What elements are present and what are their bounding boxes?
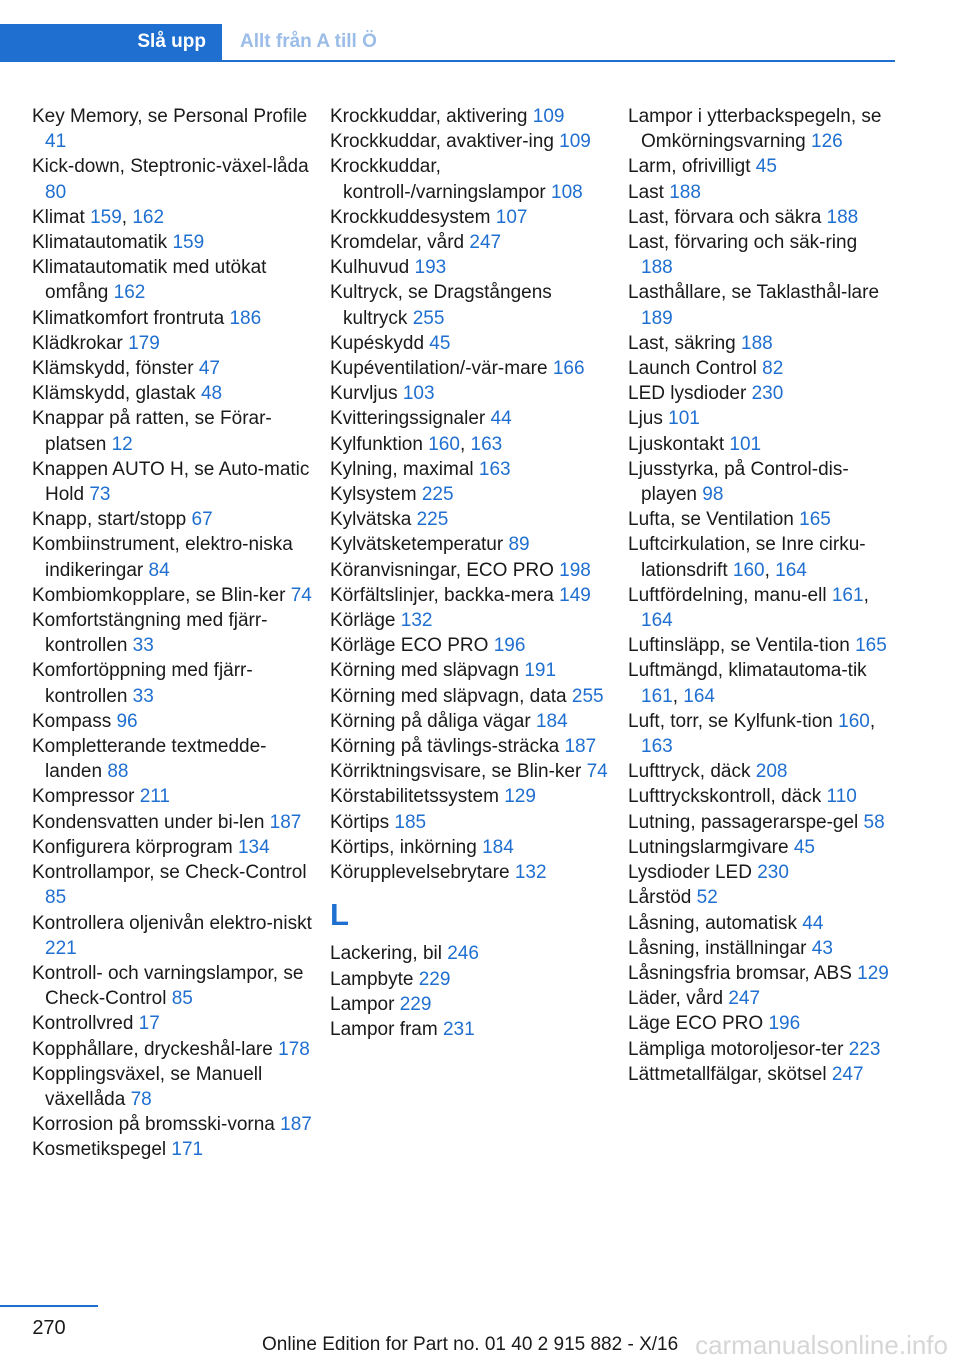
index-entry: [330, 810, 620, 835]
index-entry-text: Last, förvara och säkra: [628, 206, 822, 228]
index-entry: [628, 507, 890, 532]
index-entry-text: Körtips, inkörning: [330, 836, 477, 858]
page-reference-link[interactable]: 188: [641, 257, 673, 279]
index-entry: [330, 684, 620, 709]
index-entry-text: Körning med släpvagn: [330, 660, 520, 682]
index-entry: [32, 658, 322, 708]
index-entry-text: Ljuskontakt: [628, 433, 725, 455]
index-entry: [330, 255, 620, 280]
page-reference-link[interactable]: 247: [831, 1063, 864, 1085]
index-entry-text: Lampor: [330, 993, 395, 1015]
index-entry-text: Lampbyte: [330, 968, 414, 990]
index-entry-text: Knapp, start/stopp: [32, 509, 187, 531]
index-entry: [330, 784, 620, 809]
page-reference-link[interactable]: 185: [394, 811, 427, 833]
index-entry: [628, 835, 890, 860]
index-entry-text: Kurvljus: [330, 383, 398, 405]
page-reference-link[interactable]: 52: [696, 887, 718, 909]
index-entry: [32, 583, 322, 608]
page-reference-link[interactable]: 193: [414, 257, 447, 279]
page-reference-link[interactable]: 189: [641, 307, 673, 329]
page-reference-link[interactable]: 126: [811, 131, 843, 153]
index-entry: [330, 381, 620, 406]
index-entry: [32, 835, 322, 860]
index-entry-text: Knappar på ratten, se Förar‐platsen: [32, 408, 272, 455]
index-entry-text: Key Memory, se Personal Profile: [32, 106, 308, 127]
edition-note: Online Edition for Part no. 01 40 2 915 882 - X/16: [262, 1334, 679, 1355]
index-entry-text: Kylvätska: [330, 509, 412, 531]
page-reference-link[interactable]: 225: [416, 509, 449, 531]
index-entry: [32, 1037, 322, 1062]
page-reference-link[interactable]: 33: [132, 685, 154, 707]
page-reference-link[interactable]: 164: [775, 559, 807, 581]
page-reference-link[interactable]: 78: [130, 1088, 152, 1110]
index-entry: [628, 381, 890, 406]
index-entry: [330, 992, 620, 1017]
index-entry-text: Körriktningsvisare, se Blin‐ker: [330, 761, 582, 783]
page-reference-link[interactable]: 191: [524, 660, 557, 682]
index-entry: [628, 860, 890, 885]
page-reference-link[interactable]: 186: [229, 307, 262, 329]
page-reference-link[interactable]: 187: [269, 811, 302, 833]
index-entry-text: Lufta, se Ventilation: [628, 509, 794, 531]
index-entry: [628, 432, 890, 457]
index-entry-text: Luftcirkulation, se Inre cirku‐lationsdrift: [628, 534, 866, 581]
index-entry-text: Körfältslinjer, backka‐mera: [330, 584, 554, 606]
page-reference-link[interactable]: 103: [402, 383, 435, 405]
index-entry-text: Lårstöd: [628, 887, 692, 909]
index-entry: [330, 734, 620, 759]
index-entry: [628, 280, 890, 330]
index-entry: [32, 784, 322, 809]
page-reference-link[interactable]: 149: [559, 584, 591, 606]
index-entry: [628, 230, 890, 280]
index-entry: [330, 406, 620, 431]
index-entry: [628, 633, 890, 658]
index-entry: [628, 331, 890, 356]
index-entry: [628, 1037, 890, 1062]
page-reference-link[interactable]: 107: [495, 206, 528, 228]
page-reference-link[interactable]: 163: [470, 433, 503, 455]
page-reference-link[interactable]: 129: [857, 962, 889, 984]
page-reference-link[interactable]: 196: [493, 635, 526, 657]
page-reference-link[interactable]: 164: [641, 610, 673, 632]
index-entry: [628, 885, 890, 910]
index-entry-text: Kombiinstrument, elektro‐niska indikeringar: [32, 534, 293, 581]
index-entry: [330, 154, 620, 204]
index-entry: [628, 986, 890, 1011]
index-entry: [32, 381, 322, 406]
index-entry-text: Kopplingsväxel, se Manuell växellåda: [32, 1063, 263, 1110]
index-entry-text: Lasthållare, se Taklasthål‐lare: [628, 282, 880, 304]
index-entry: [330, 941, 620, 966]
index-entry-text: Luftinsläpp, se Ventila‐tion: [628, 635, 850, 657]
page-reference-link[interactable]: 255: [571, 685, 604, 707]
index-entry: [628, 961, 890, 986]
index-entry: Klimat 159, 162: [32, 206, 165, 228]
index-entry: [330, 129, 620, 154]
index-entry: [32, 1011, 322, 1036]
index-entry: [330, 860, 620, 885]
index-entry: [628, 911, 890, 936]
index-entry-text: Lutningslarmgivare: [628, 836, 789, 858]
index-entry-text: Last, förvaring och säk‐ring: [628, 232, 858, 254]
page-reference-link[interactable]: 231: [442, 1018, 475, 1040]
page-reference-link[interactable]: 230: [757, 862, 789, 884]
page-reference-link[interactable]: 247: [469, 232, 502, 254]
index-entry: [628, 356, 890, 381]
page-reference-link[interactable]: 255: [412, 307, 445, 329]
page-reference-link[interactable]: 110: [826, 786, 857, 808]
page-reference-link[interactable]: 85: [171, 988, 193, 1010]
section-letter: L: [330, 897, 349, 933]
index-entry-text: Last: [628, 181, 664, 203]
index-entry: [628, 784, 890, 809]
page-reference-link[interactable]: 159: [90, 206, 122, 228]
page-reference-link[interactable]: 160: [732, 559, 765, 581]
index-entry-text: Komfortöppning med fjärr‐kontrollen: [32, 660, 253, 707]
index-entry: [32, 608, 322, 658]
index-entry: [32, 154, 322, 204]
page-reference-link[interactable]: 89: [508, 534, 530, 556]
page-reference-link[interactable]: 160: [838, 710, 870, 732]
index-entry: [330, 532, 620, 557]
index-entry-text: Ljusstyrka, på Control-dis‐playen: [628, 458, 849, 506]
index-entry-text: Kromdelar, vård: [330, 232, 465, 254]
index-entry-text: Lättmetallfälgar, skötsel: [628, 1063, 827, 1085]
page-reference-link[interactable]: 85: [45, 887, 67, 909]
index-entry: [330, 457, 620, 482]
index-entry-text: Klimatkomfort frontruta: [32, 307, 225, 329]
page-reference-link[interactable]: 12: [111, 433, 133, 455]
index-entry-text: Kompletterande textmedde‐landen: [32, 736, 267, 783]
index-entry: [32, 810, 322, 835]
page-reference-link[interactable]: 179: [128, 332, 160, 354]
page-reference-link[interactable]: 41: [45, 131, 67, 153]
page-reference-link[interactable]: 84: [148, 559, 170, 581]
page-reference-link[interactable]: 188: [669, 181, 701, 203]
page-reference-link[interactable]: 187: [280, 1114, 312, 1136]
index-entry: [330, 835, 620, 860]
index-entry-text: Kupéskydd: [330, 332, 425, 354]
index-entry-text: Kupéventilation/-vär‐mare: [330, 358, 548, 380]
page-reference-link[interactable]: 73: [89, 484, 111, 506]
index-entry: [628, 1062, 890, 1087]
page-reference-link[interactable]: 171: [171, 1139, 204, 1161]
page-reference-link[interactable]: 161: [831, 584, 864, 606]
index-entry: [32, 532, 322, 582]
index-entry-text: Kosmetikspegel: [32, 1139, 167, 1161]
index-column-3: [628, 104, 890, 1087]
index-entry-text: Knappen AUTO H, se Auto‐matic Hold: [32, 458, 310, 506]
index-entry: [628, 205, 890, 230]
index-entry-text: Larm, ofrivilligt: [628, 156, 751, 178]
page-reference-link[interactable]: 101: [729, 433, 762, 455]
index-column-1: [32, 104, 322, 1163]
page-reference-link[interactable]: 223: [848, 1038, 881, 1060]
page-reference-link[interactable]: 44: [490, 408, 512, 430]
index-entry: [628, 457, 890, 507]
page-reference-link[interactable]: 160: [428, 433, 460, 455]
index-entry: [628, 1011, 890, 1036]
index-entry-text: Körning på tävlings‐sträcka: [330, 736, 560, 758]
index-entry-text: LED lysdioder: [628, 383, 747, 405]
page-reference-link[interactable]: 80: [45, 181, 67, 203]
index-entry: [330, 280, 620, 330]
page-reference-link[interactable]: 163: [478, 458, 511, 480]
index-entry: Kylfunktion 160, 163: [330, 433, 503, 455]
page-reference-link[interactable]: 132: [400, 610, 433, 632]
page-reference-link[interactable]: 230: [751, 383, 784, 405]
index-entry-text: Klimat: [32, 206, 85, 228]
index-entry-text: Krockkuddar, kontroll-/varningslampor: [330, 156, 546, 203]
index-entry: [32, 961, 322, 1011]
page-reference-link[interactable]: 162: [132, 206, 165, 228]
index-entry: [330, 331, 620, 356]
index-entry-text: Kylvätsketemperatur: [330, 534, 504, 556]
index-entry-text: Kondensvatten under bi‐len: [32, 811, 265, 833]
index-entry-text: Kontrollampor, se Check-Control: [32, 862, 307, 884]
tab-allt-fran-a-till-o[interactable]: Allt från A till Ö: [240, 31, 377, 52]
index-entry: [330, 558, 620, 583]
index-entry-text: Klämskydd, glastak: [32, 383, 196, 405]
page-reference-link[interactable]: 45: [429, 332, 451, 354]
index-entry: [32, 356, 322, 381]
index-entry: [330, 608, 620, 633]
page-reference-link[interactable]: 187: [564, 736, 597, 758]
index-entry-text: Krockkuddar, aktivering: [330, 106, 528, 127]
index-entry-text: Konfigurera körprogram: [32, 836, 233, 858]
index-entry: [330, 230, 620, 255]
index-entry-text: Luftmängd, klimatautoma‐tik: [628, 660, 867, 682]
index-entry-text: Lysdioder LED: [628, 862, 752, 884]
index-entry: [32, 230, 322, 255]
page-reference-link[interactable]: 198: [559, 559, 591, 581]
page-reference-link[interactable]: 247: [728, 988, 761, 1010]
page-reference-link[interactable]: 74: [290, 584, 312, 606]
index-entry: [330, 482, 620, 507]
index-entry-text: Körläge: [330, 610, 396, 632]
index-entry: [32, 406, 322, 456]
index-entry: [32, 734, 322, 784]
page-reference-link[interactable]: 221: [45, 937, 77, 959]
index-entry: [330, 658, 620, 683]
index-entry-text: Kombiomkopplare, se Blin‐ker: [32, 584, 286, 606]
index-entry-text: Luftfördelning, manu‐ell: [628, 584, 827, 606]
index-entry-text: Körtips: [330, 811, 390, 833]
index-entry-text: Lampor i ytterbackspegeln, se Omkörningsvarning: [628, 106, 882, 153]
page-reference-link[interactable]: 132: [514, 862, 547, 884]
index-entry-text: Kompressor: [32, 786, 135, 808]
index-entry: [628, 180, 890, 205]
index-entry-text: Kylning, maximal: [330, 458, 474, 480]
index-entry: [32, 306, 322, 331]
index-entry-text: Ljus: [628, 408, 663, 430]
page-reference-link[interactable]: 178: [278, 1038, 310, 1060]
index-entry: [628, 154, 890, 179]
index-entry-text: Körstabilitetssystem: [330, 786, 499, 808]
index-entry-text: Låsning, inställningar: [628, 937, 807, 959]
index-entry: [32, 1137, 322, 1162]
index-entry: [628, 104, 890, 154]
index-entry-text: Kylfunktion: [330, 433, 423, 455]
index-entry: [628, 406, 890, 431]
page-reference-link[interactable]: 33: [132, 635, 154, 657]
index-entry: [330, 633, 620, 658]
page-reference-link[interactable]: 67: [191, 509, 213, 531]
index-entry: [330, 1017, 620, 1042]
index-entry: Luftmängd, klimatautoma‐tik 161, 164: [628, 660, 867, 707]
index-entry: Luft, torr, se Kylfunk‐tion 160, 163: [628, 710, 876, 758]
index-entry-text: Last, säkring: [628, 332, 736, 354]
index-entry-text: Körning med släpvagn, data: [330, 685, 567, 707]
page-reference-link[interactable]: 17: [138, 1013, 160, 1035]
index-entry-text: Lackering, bil: [330, 943, 442, 965]
page-reference-link[interactable]: 188: [826, 206, 859, 228]
index-entry-text: Launch Control: [628, 358, 757, 380]
index-entry-text: Krockkuddesystem: [330, 206, 491, 228]
index-entry: [330, 709, 620, 734]
index-entry: [330, 205, 620, 230]
page-reference-link[interactable]: 45: [755, 156, 777, 178]
index-entry-text: Läge ECO PRO: [628, 1013, 764, 1035]
index-entry: [330, 583, 620, 608]
page-reference-link[interactable]: 134: [237, 836, 270, 858]
index-entry: [628, 810, 890, 835]
index-entry-text: Låsningsfria bromsar, ABS: [628, 962, 852, 984]
page-reference-link[interactable]: 163: [641, 736, 673, 758]
page-reference-link[interactable]: 229: [418, 968, 451, 990]
page-reference-link[interactable]: 184: [482, 836, 514, 858]
page-reference-link[interactable]: 101: [668, 408, 700, 430]
index-entry-text: Lampor fram: [330, 1018, 438, 1040]
page-reference-link[interactable]: 74: [586, 761, 608, 783]
index-entry-text: Läder, vård: [628, 988, 724, 1010]
page-reference-link[interactable]: 246: [447, 943, 479, 965]
index-entry: [32, 507, 322, 532]
index-entry-text: Körupplevelsebrytare: [330, 862, 510, 884]
page-reference-link[interactable]: 47: [198, 358, 220, 380]
page-reference-link[interactable]: 162: [113, 282, 146, 304]
index-entry-text: Lutning, passagerarspe‐gel: [628, 811, 859, 833]
index-entry: [32, 331, 322, 356]
index-entry-text: Klämskydd, fönster: [32, 358, 194, 380]
page-reference-link[interactable]: 229: [399, 993, 432, 1015]
index-entry: [32, 911, 322, 961]
page-number: 270: [32, 1317, 66, 1339]
index-entry: [32, 255, 322, 305]
index-entry-text: Kopphållare, dryckeshål‐lare: [32, 1038, 273, 1060]
page-reference-link[interactable]: 184: [535, 710, 568, 732]
page-reference-link[interactable]: 108: [551, 181, 583, 203]
page-reference-link[interactable]: 164: [683, 685, 715, 707]
index-entry-text: Kontrollvred: [32, 1013, 134, 1035]
index-entry: [628, 759, 890, 784]
top-navigation-bar: [0, 24, 895, 62]
page-reference-link[interactable]: 88: [107, 761, 129, 783]
page-reference-link[interactable]: 109: [559, 131, 591, 153]
page-reference-link[interactable]: 45: [793, 836, 815, 858]
index-entry: [330, 759, 620, 784]
index-entry-text: Kultryck, se Dragstångens kultryck: [330, 282, 552, 329]
page-reference-link[interactable]: 208: [755, 761, 788, 783]
watermark: carmanualsonline.info: [695, 1330, 948, 1360]
index-entry-text: Komfortstängning med fjärr‐kontrollen: [32, 610, 268, 657]
page-reference-link[interactable]: 225: [421, 484, 454, 506]
page-reference-link[interactable]: 161: [641, 685, 673, 707]
index-entry-text: Klimatautomatik med utökat omfång: [32, 257, 267, 304]
index-entry-text: Lufttryckskontroll, däck: [628, 786, 822, 808]
index-entry: [330, 967, 620, 992]
index-entry: [32, 1062, 322, 1112]
page-reference-link[interactable]: 129: [504, 786, 536, 808]
page-reference-link[interactable]: 82: [762, 358, 784, 380]
index-entry: [32, 457, 322, 507]
index-entry-text: Klimatautomatik: [32, 232, 168, 254]
page-reference-link[interactable]: 109: [532, 106, 565, 127]
index-entry-text: Korrosion på bromsski‐vorna: [32, 1114, 275, 1136]
page-reference-link[interactable]: 96: [116, 710, 138, 732]
index-entry: [32, 709, 322, 734]
index-entry-text: Kontroll- och varningslampor, se Check-Control: [32, 962, 304, 1010]
index-column-2: [330, 104, 620, 1042]
tab-sla-upp[interactable]: Slå upp: [0, 24, 222, 60]
index-entry-text: Körläge ECO PRO: [330, 635, 489, 657]
index-entry-text: Köranvisningar, ECO PRO: [330, 559, 554, 581]
index-entry-text: Kylsystem: [330, 484, 417, 506]
page-reference-link[interactable]: 159: [172, 232, 205, 254]
index-entry: [330, 507, 620, 532]
page-reference-link[interactable]: 166: [552, 358, 585, 380]
page-reference-link[interactable]: 48: [200, 383, 223, 405]
index-entry: [330, 356, 620, 381]
page-reference-link[interactable]: 165: [855, 635, 887, 657]
index-entry: [628, 936, 890, 961]
index-entry-text: Kvitteringssignaler: [330, 408, 486, 430]
page-reference-link[interactable]: 44: [802, 912, 824, 934]
index-entry-text: Kontrollera oljenivån elektro‐niskt: [32, 912, 312, 934]
index-entry-text: Körning på dåliga vägar: [330, 710, 531, 732]
index-entry-text: Lämpliga motoroljesor‐ter: [628, 1038, 844, 1060]
index-entry: Luftfördelning, manu‐ell 161, 164: [628, 584, 869, 632]
page-reference-link[interactable]: 165: [799, 509, 831, 531]
index-entry-text: Kulhuvud: [330, 257, 410, 279]
index-entry-text: Låsning, automatisk: [628, 912, 797, 934]
index-entry: [330, 104, 620, 129]
page-reference-link[interactable]: 196: [768, 1013, 801, 1035]
index-entry: [32, 1112, 322, 1137]
index-entry-text: Kompass: [32, 710, 112, 732]
index-entry: Luftcirkulation, se Inre cirku‐lationsdrift 160, 164: [628, 534, 866, 581]
index-entry-text: Klädkrokar: [32, 332, 123, 354]
index-entry-text: Krockkuddar, avaktiver‐ing: [330, 131, 554, 153]
index-entry-text: Luft, torr, se Kylfunk‐tion: [628, 710, 833, 732]
footer-rule: [0, 1305, 98, 1307]
page-reference-link[interactable]: 58: [863, 811, 885, 833]
index-entry: [32, 860, 322, 910]
page-reference-link[interactable]: 43: [811, 937, 833, 959]
page-reference-link[interactable]: 211: [139, 786, 170, 808]
index-entry: [32, 104, 322, 154]
index-entry-text: Lufttryck, däck: [628, 761, 751, 783]
page-reference-link[interactable]: 98: [702, 484, 724, 506]
page-reference-link[interactable]: 188: [741, 332, 773, 354]
index-entry-text: Kick-down, Steptronic-växel‐låda: [32, 156, 309, 178]
